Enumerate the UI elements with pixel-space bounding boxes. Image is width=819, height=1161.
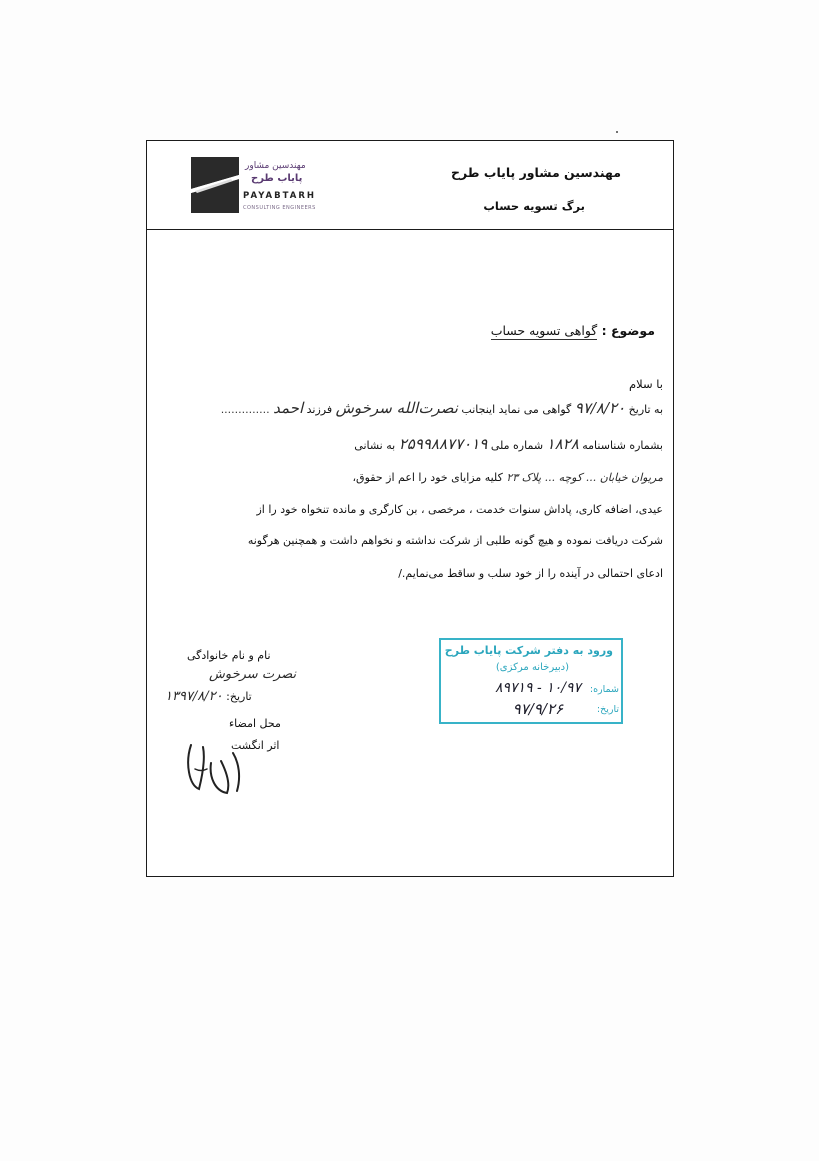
national-id-label: شماره ملی	[490, 439, 544, 452]
handwritten-name: نصرت‌الله سرخوش	[335, 399, 458, 417]
letter-line-1	[157, 399, 663, 417]
handwritten-father-name: احمد	[273, 399, 304, 417]
logo-mark-icon	[191, 157, 239, 213]
letter-line-4: عیدی، اضافه کاری، پاداش سنوات خدمت ، مرخصی ، بن کارگری و مانده تنخواه خود را از	[256, 503, 663, 516]
company-logo	[191, 157, 361, 217]
logo-persian-line2: پایاب طرح	[251, 173, 303, 184]
subject-value: گواهی تسویه حساب	[490, 323, 598, 338]
signer-name-label: نام و نام خانوادگی	[187, 649, 271, 662]
stamp-subtitle: (دبیرخانه مرکزی)	[495, 662, 569, 673]
form-title: برگ تسویه حساب	[483, 199, 585, 213]
letter-line-3	[157, 471, 663, 484]
registration-stamp	[439, 638, 623, 724]
letter-line-5: شرکت دریافت نموده و هیچ گونه طلبی از شرکت نداشته و نخواهم داشت و همچنین هرگونه	[247, 534, 663, 547]
subject-label: موضوع :	[601, 323, 655, 338]
son-of-label: فرزند	[306, 403, 333, 416]
id-number-label: بشماره شناسنامه	[582, 439, 663, 452]
logo-tagline: CONSULTING ENGINEERS	[243, 205, 316, 211]
date-prefix: به تاریخ	[628, 403, 663, 416]
handwritten-signer-name: نصرت سرخوش	[209, 667, 297, 682]
line3-text: کلیه مزایای خود را اعم از حقوق،	[352, 471, 503, 484]
handwritten-date: ۹۷/۸/۲۰	[574, 399, 626, 417]
fill-dots: ..............	[220, 403, 270, 416]
stamp-number-value: ۱۰/۹۷ - ۸۹۷۱۹	[494, 680, 581, 696]
handwritten-id-number: ۱۸۲۸	[546, 435, 579, 453]
handwritten-address: مریوان خیابان ... کوچه ... پلاک ۲۳	[506, 471, 663, 484]
signature-place-label: محل امضاء	[229, 717, 281, 730]
logo-persian-line1: مهندسین مشاور	[245, 161, 306, 171]
form-header	[147, 141, 673, 230]
letter-line-2	[157, 435, 663, 453]
letter-line-6: ادعای احتمالی در آینده را از خود سلب و ساقط می‌نمایم./	[398, 567, 663, 580]
salutation: با سلام	[629, 377, 663, 391]
handwritten-signature-icon	[181, 733, 261, 803]
stamp-title: ورود به دفتر شرکت پایاب طرح	[444, 644, 613, 657]
address-label: به نشانی	[354, 439, 396, 452]
signature-date-label: تاریخ:	[226, 690, 252, 703]
subject-line	[491, 323, 655, 338]
settlement-form	[146, 140, 674, 877]
stamp-number-label: شماره:	[589, 684, 619, 695]
handwritten-signature-date: ۱۳۹۷/۸/۲۰	[165, 689, 223, 704]
logo-latin-name: PAYABTARH	[243, 191, 316, 201]
stamp-date-value: ۹۷/۹/۲۶	[512, 700, 563, 718]
scan-speck	[616, 131, 618, 133]
company-name: مهندسین مشاور پایاب طرح	[450, 165, 621, 180]
line1-middle-text: گواهی می نماید اینجانب	[461, 403, 572, 416]
stamp-date-label: تاریخ:	[596, 704, 619, 715]
signature-date-row	[165, 689, 252, 704]
handwritten-national-id: ۲۵۹۹۸۸۷۷۰۱۹	[398, 435, 488, 453]
thumbprint-label: اثر انگشت	[231, 739, 280, 752]
